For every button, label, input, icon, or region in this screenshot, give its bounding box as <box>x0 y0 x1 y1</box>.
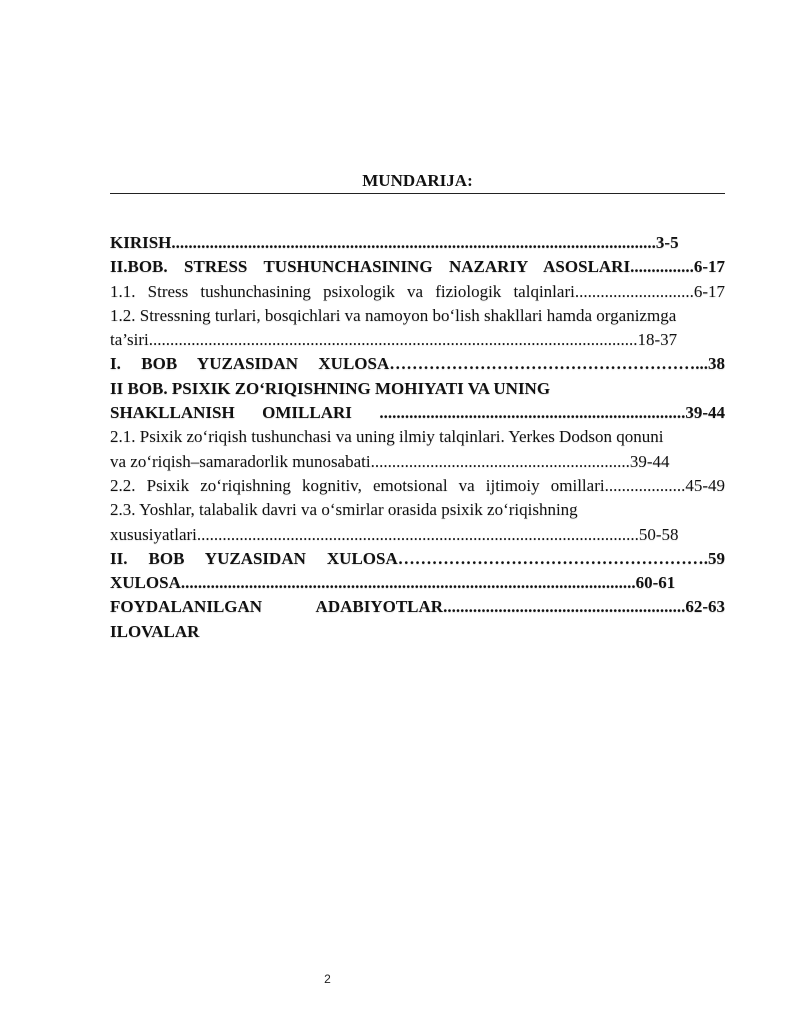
toc-entry: SHAKLLANISH OMILLARI ........................................................................39-44 <box>110 403 725 423</box>
page-title: MUNDARIJA: <box>110 170 725 194</box>
toc-entry: va zo‘riqish–samaradorlik munosabati.............................................................39-44 <box>110 451 670 471</box>
toc-entry: 1.2. Stressning turlari, bosqichlari va namoyon bo‘lish shakllari hamda organizmga <box>110 305 677 325</box>
toc-entry: II. BOB YUZASIDAN XULOSA……………………………………………….59 <box>110 548 725 568</box>
toc-entry: xususiyatlari........................................................................................................50-58 <box>110 524 679 544</box>
toc-entry: I. BOB YUZASIDAN XULOSA………………………………………………...38 <box>110 354 725 374</box>
toc-entry: II.BOB. STRESS TUSHUNCHASINING NAZARIY ASOSLARI...............6-17 <box>110 257 725 277</box>
toc-entry: XULOSA...........................................................................................................60-61 <box>110 573 676 593</box>
table-of-contents <box>110 231 725 644</box>
toc-entry: 1.1. Stress tushunchasining psixologik va fiziologik talqinlari............................6-17 <box>110 281 725 301</box>
page-number: 2 <box>324 972 331 986</box>
toc-entry: KIRISH..................................................................................................................3-5 <box>110 233 679 252</box>
toc-entry: FOYDALANILGAN ADABIYOTLAR.........................................................62-63 <box>110 597 725 617</box>
toc-entry: 2.1. Psixik zo‘riqish tushunchasi va uning ilmiy talqinlari. Yerkes Dodson qonuni <box>110 427 664 447</box>
toc-entry: ta’siri...................................................................................................................18-37 <box>110 330 678 350</box>
toc-entry: II BOB. PSIXIK ZO‘RIQISHNING MOHIYATI VA UNING <box>110 378 551 398</box>
toc-entry: 2.3. Yoshlar, talabalik davri va o‘smirlar orasida psixik zo‘riqishning <box>110 500 578 520</box>
toc-entry: 2.2. Psixik zo‘riqishning kognitiv, emotsional va ijtimoiy omillari...................45-49 <box>110 475 725 495</box>
toc-entry: ILOVALAR <box>110 621 200 641</box>
